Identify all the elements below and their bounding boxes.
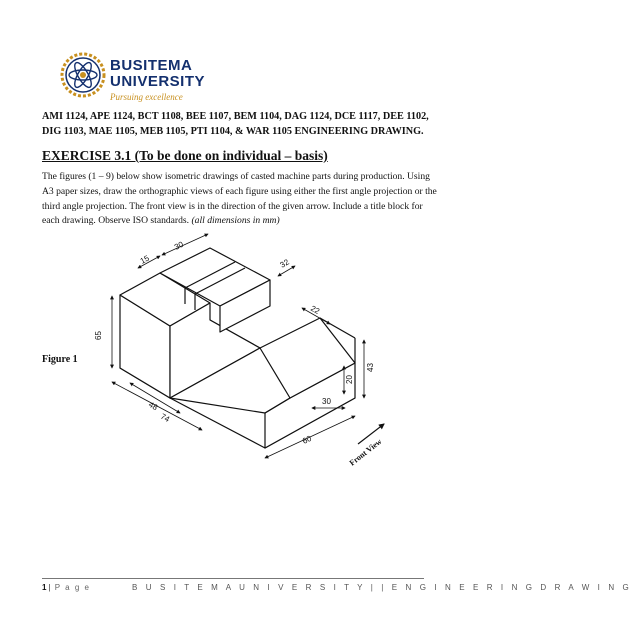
dimensions-note: (all dimensions in mm) — [191, 215, 280, 227]
page-word: P a g e — [54, 583, 91, 592]
front-view-label: Front View — [347, 436, 384, 468]
part-outline — [120, 248, 355, 448]
page-number: 1 — [42, 583, 47, 592]
university-logo — [60, 52, 220, 104]
figure-label: Figure 1 — [42, 354, 78, 365]
dim-20: 20 — [345, 375, 354, 384]
dim-30-right: 30 — [322, 397, 331, 406]
exercise-instructions — [42, 170, 438, 229]
footer-divider — [42, 578, 424, 579]
front-view-arrow — [348, 424, 384, 468]
dim-43: 43 — [366, 363, 375, 372]
dim-22: 22 — [309, 303, 322, 316]
logo-tagline: Pursuing excellence — [110, 92, 183, 102]
atom-seal-icon — [60, 52, 106, 98]
course-codes-heading: AMI 1124, APE 1124, BCT 1108, BEE 1107, BEM 1104, DAG 1124, DCE 1117, DEE 1102, DIG 1103, MAE 1105, MEB 1105, PTI 1104, & WAR 1105 ENGINEERING DRAWING. — [42, 111, 429, 137]
logo-wordmark — [110, 58, 205, 89]
dim-30-top: 30 — [172, 239, 185, 252]
dim-60: 60 — [301, 433, 313, 446]
dim-48: 48 — [147, 399, 160, 413]
instructions-text: The figures (1 – 9) below show isometric drawings of casted machine parts during production. Using A3 paper sizes, draw the orthographic views of each figure using either the first angle projection or the third angle projection. The front view is in the direction of the given arrow. Include a title block for each drawing. Observe ISO standards. — [42, 171, 437, 227]
page-footer: 1 | P a g e B U S I T E M A U N I V E R S I T Y | | E N G I N E E R I N G D R A W I N G — [42, 583, 632, 592]
isometric-drawing — [90, 239, 390, 473]
dim-15: 15 — [138, 253, 151, 266]
logo-name-line1: BUSITEMA — [110, 57, 193, 74]
dim-74: 74 — [159, 411, 172, 424]
logo-name-line2: UNIVERSITY — [110, 73, 206, 90]
dim-32: 32 — [278, 257, 291, 270]
dim-65: 65 — [94, 331, 103, 340]
exercise-title: EXERCISE 3.1 (To be done on individual – basis) — [42, 148, 328, 163]
footer-title: B U S I T E M A U N I V E R S I T Y | | E N G I N E E R I N G D R A W I N G — [132, 583, 632, 592]
